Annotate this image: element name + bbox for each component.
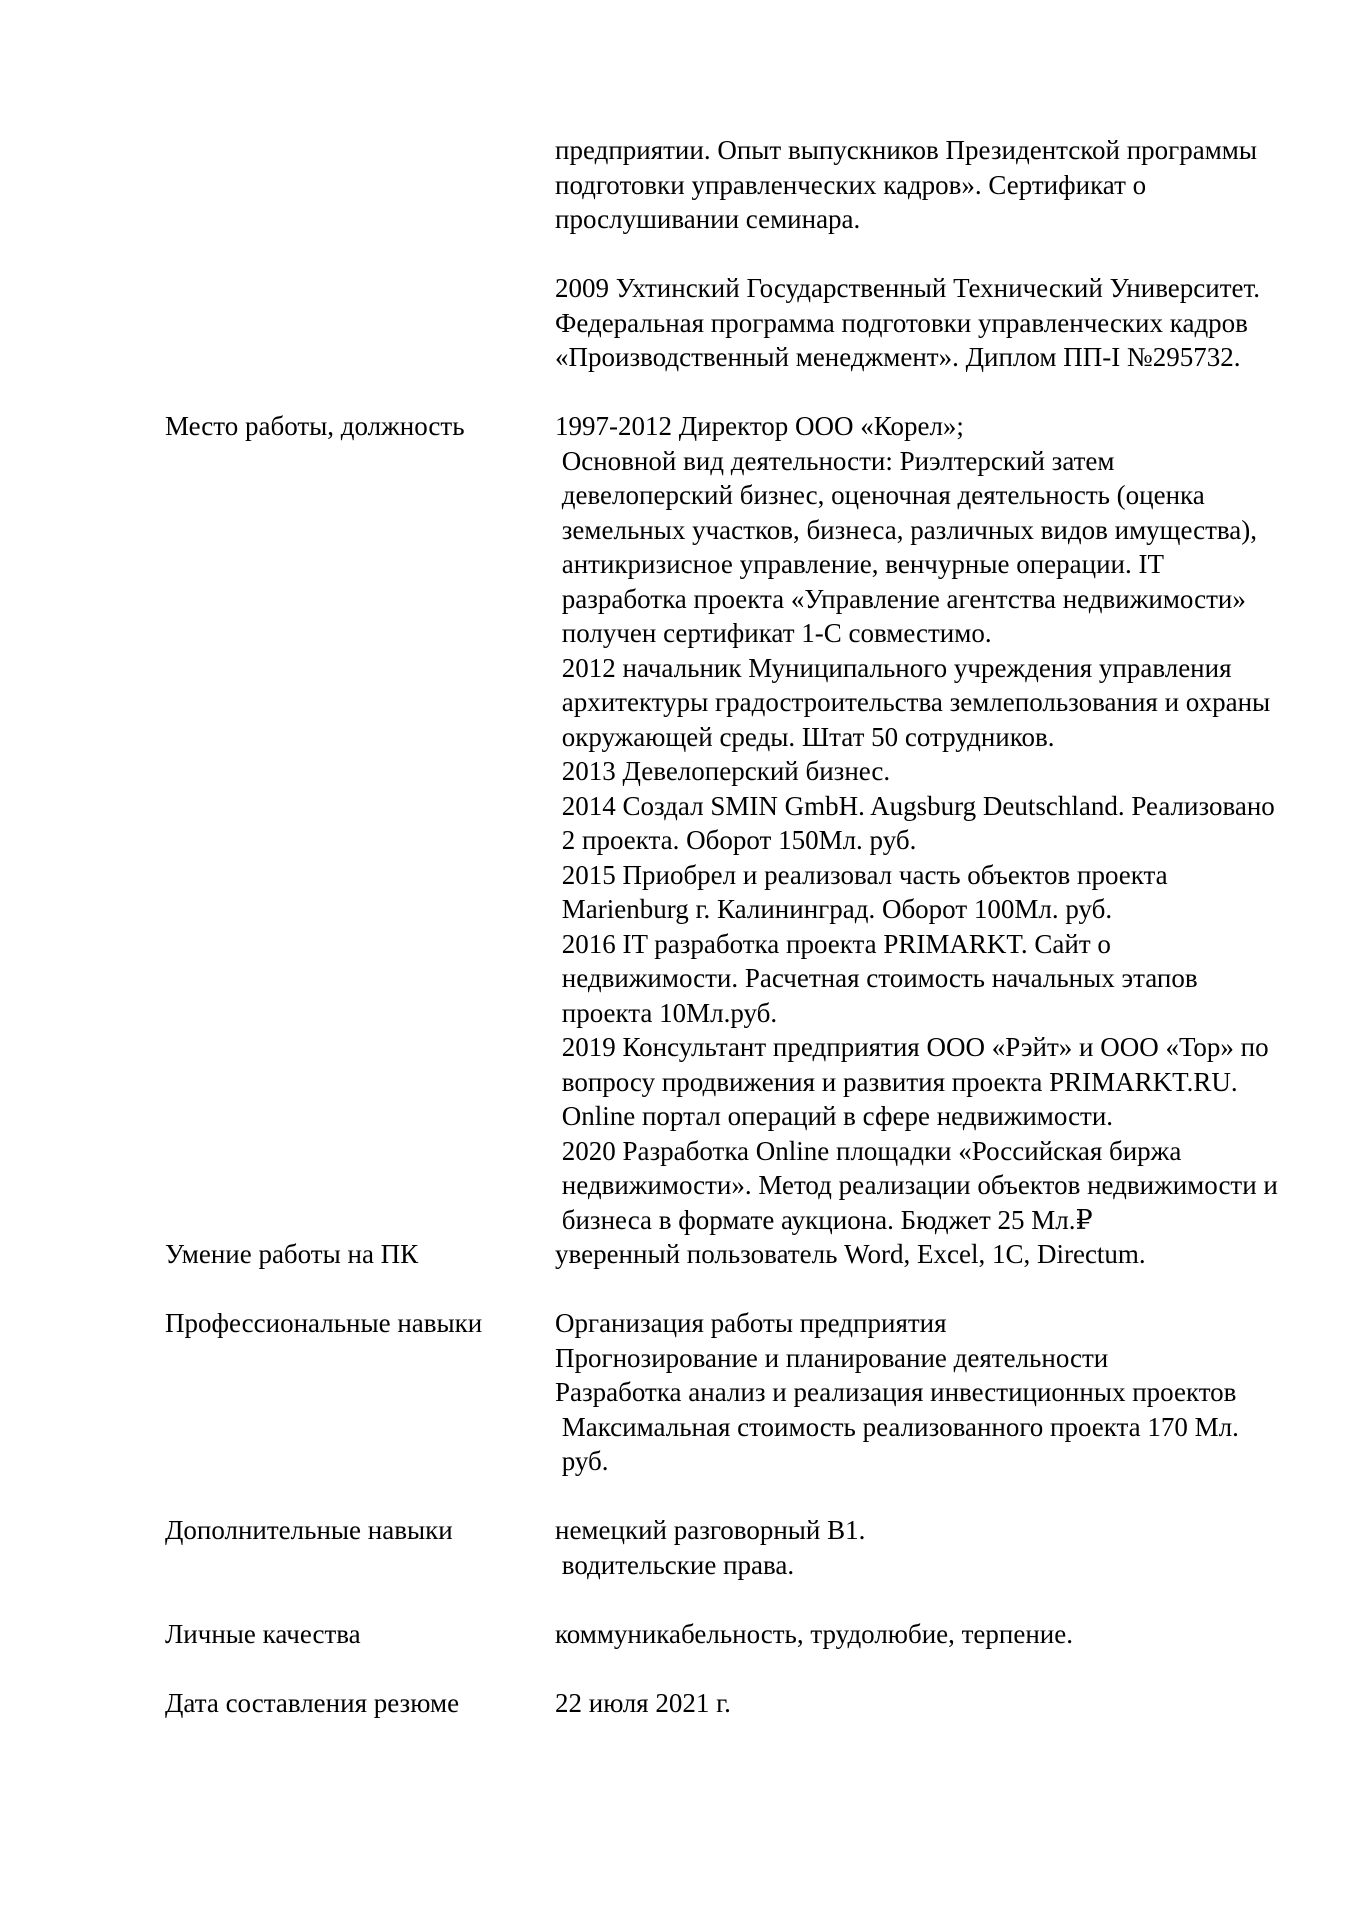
field-label-professional-skills: Профессиональные навыки [165, 1308, 483, 1338]
blank-line [165, 375, 1317, 410]
text-line: 2015 Приобрел и реализовал часть объектов проекта [555, 859, 1168, 890]
section-workplace [165, 409, 1317, 1237]
text-line: Организация работы предприятия [555, 1308, 947, 1338]
text-line: 2009 Ухтинский Государственный Технический Университет. [555, 273, 1261, 303]
section-personal-qualities [165, 1617, 1317, 1652]
text-line: 2016 IT разработка проекта PRIMARKT. Сайт о [555, 928, 1111, 959]
section-professional-skills [165, 1306, 1317, 1479]
text-line: 2013 Девелоперский бизнес. [555, 756, 891, 786]
text-line: недвижимости». Метод реализации объектов недвижимости и [555, 1170, 1278, 1200]
section-pc-skills [165, 1237, 1317, 1272]
text-line: Федеральная программа подготовки управленческих кадров [555, 307, 1248, 338]
text-line: антикризисное управление, венчурные операции. IT [555, 549, 1164, 579]
blank-line [165, 1651, 1317, 1686]
text-line: земельных участков, бизнеса, различных видов имущества), [555, 514, 1257, 545]
blank-line [165, 1582, 1317, 1617]
text-line: Разработка анализ и реализация инвестиционных проектов [555, 1377, 1237, 1407]
text-line: Прогнозирование и планирование деятельности [555, 1342, 1109, 1373]
blank-line [555, 237, 1317, 272]
text-line: коммуникабельность, трудолюбие, терпение. [555, 1618, 1073, 1649]
workplace-text-block [555, 409, 1317, 1237]
text-line: 2 проекта. Оборот 150Мл. руб. [555, 825, 917, 855]
blank-line [165, 1272, 1317, 1307]
text-line: окружающей среды. Штат 50 сотрудников. [555, 721, 1055, 752]
field-label-workplace: Место работы, должность [165, 411, 465, 441]
text-line: водительские права. [555, 1549, 795, 1580]
text-line: руб. [555, 1446, 609, 1476]
text-line: 2014 Создал SMIN GmbH. Augsburg Deutschland. Реализовано [555, 790, 1275, 821]
text-line: прослушивании семинара. [555, 204, 861, 234]
text-line: девелоперский бизнес, оценочная деятельность (оценка [555, 480, 1205, 510]
blank-line [165, 1479, 1317, 1514]
text-line: 1997-2012 Директор ООО «Корел»; [555, 411, 964, 441]
section-education-continued [165, 133, 1317, 375]
text-line: уверенный пользователь Word, Excel, 1C, Directum. [555, 1239, 1146, 1269]
text-line: проекта 10Мл.руб. [555, 997, 778, 1028]
text-line: разработка проекта «Управление агентства недвижимости» [555, 583, 1246, 614]
text-line: «Производственный менеджмент». Диплом ПП-I №295732. [555, 342, 1241, 372]
additional-skills-text-block [555, 1513, 1317, 1582]
resume-date-text-block [555, 1686, 1317, 1721]
personal-qualities-text-block [555, 1617, 1317, 1652]
field-label-resume-date: Дата составления резюме [165, 1687, 460, 1718]
text-line: недвижимости. Расчетная стоимость начальных этапов [555, 963, 1198, 993]
text-line: Online портал операций в сфере недвижимости. [555, 1101, 1114, 1131]
text-line: подготовки управленческих кадров». Сертификат о [555, 169, 1147, 200]
text-line: бизнеса в формате аукциона. Бюджет 25 Мл.₽ [555, 1204, 1093, 1235]
text-line: получен сертификат 1-С совместимо. [555, 618, 992, 648]
text-line: 2012 начальник Муниципального учреждения управления [555, 652, 1232, 683]
pc-skills-text-block [555, 1237, 1317, 1272]
education-text-block [555, 133, 1317, 375]
text-line: архитектуры градостроительства землепользования и охраны [555, 687, 1271, 717]
field-label-pc-skills: Умение работы на ПК [165, 1239, 419, 1269]
field-label-additional-skills: Дополнительные навыки [165, 1515, 453, 1545]
text-line: Marienburg г. Калининград. Оборот 100Мл. руб. [555, 894, 1113, 924]
section-resume-date [165, 1686, 1317, 1721]
professional-skills-text-block [555, 1306, 1317, 1479]
resume-date-value: 22 июля 2021 г. [555, 1687, 731, 1718]
text-line: Основной вид деятельности: Риэлтерский затем [555, 445, 1115, 476]
text-line: 2019 Консультант предприятия ООО «Рэйт» и ООО «Тор» по [555, 1032, 1269, 1062]
text-line: Максимальная стоимость реализованного проекта 170 Мл. [555, 1411, 1239, 1442]
text-line: вопросу продвижения и развития проекта PRIMARKT.RU. [555, 1066, 1238, 1097]
section-additional-skills [165, 1513, 1317, 1582]
field-label-personal-qualities: Личные качества [165, 1618, 361, 1649]
text-line: 2020 Разработка Online площадки «Российская биржа [555, 1135, 1182, 1166]
text-line: предприятии. Опыт выпускников Президентской программы [555, 135, 1258, 165]
text-line: немецкий разговорный B1. [555, 1515, 866, 1545]
